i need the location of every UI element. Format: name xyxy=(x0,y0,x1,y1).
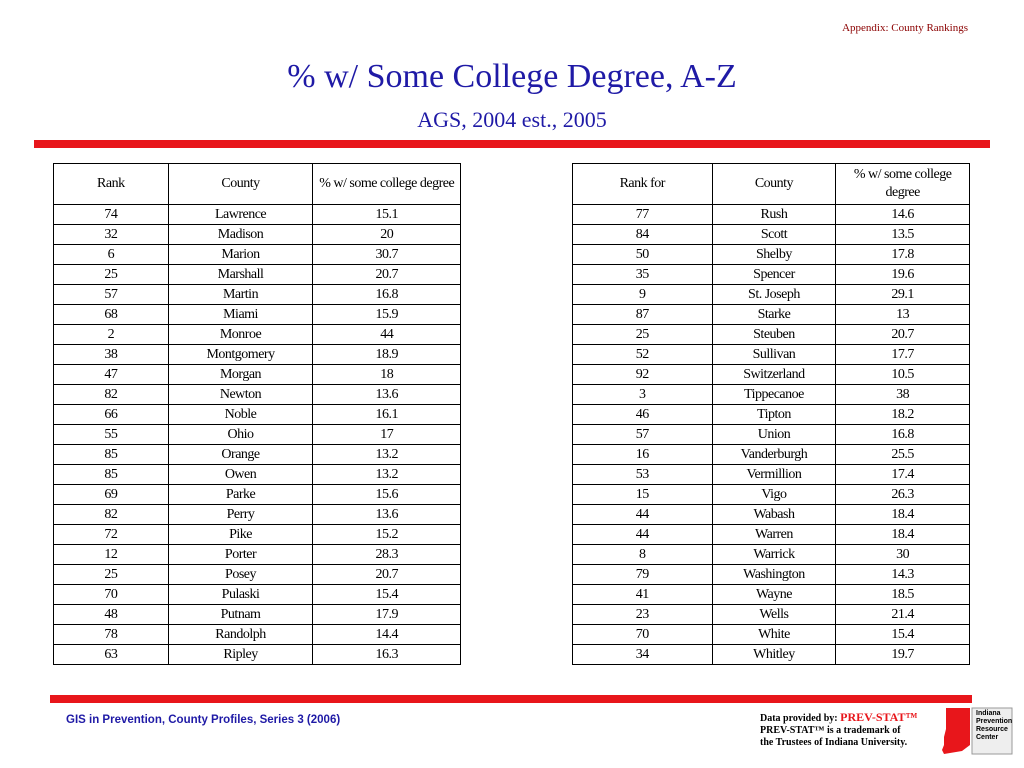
percent-cell: 18.5 xyxy=(836,585,970,605)
footer-citation: GIS in Prevention, County Profiles, Series 3 (2006) xyxy=(66,714,341,726)
percent-cell: 17.7 xyxy=(836,345,970,365)
table-row xyxy=(54,445,461,465)
rank-cell: 70 xyxy=(573,625,713,645)
logo-text: Indiana Prevention Resource Center xyxy=(976,710,1013,741)
percent-cell: 18.2 xyxy=(836,405,970,425)
percent-cell: 30.7 xyxy=(313,245,461,265)
county-cell: Scott xyxy=(712,225,836,245)
rank-cell: 3 xyxy=(573,385,713,405)
table-row xyxy=(54,485,461,505)
county-cell: Marshall xyxy=(168,265,313,285)
table-row xyxy=(573,385,970,405)
county-cell: Lawrence xyxy=(168,205,313,225)
table-row xyxy=(54,465,461,485)
rank-cell: 52 xyxy=(573,345,713,365)
percent-cell: 15.1 xyxy=(313,205,461,225)
table-row xyxy=(573,365,970,385)
table-row xyxy=(573,425,970,445)
data-credit xyxy=(760,711,917,749)
percent-cell: 13 xyxy=(836,305,970,325)
county-cell: Wabash xyxy=(712,505,836,525)
county-cell: Montgomery xyxy=(168,345,313,365)
table-row xyxy=(573,465,970,485)
table-row xyxy=(573,305,970,325)
percent-cell: 10.5 xyxy=(836,365,970,385)
percent-cell: 18 xyxy=(313,365,461,385)
column-header: Rank xyxy=(54,164,169,205)
percent-cell: 25.5 xyxy=(836,445,970,465)
county-cell: Porter xyxy=(168,545,313,565)
rank-cell: 41 xyxy=(573,585,713,605)
rank-cell: 25 xyxy=(54,565,169,585)
trademark-line-2: the Trustees of Indiana University. xyxy=(760,737,908,748)
percent-cell: 15.4 xyxy=(313,585,461,605)
table-row xyxy=(54,365,461,385)
table-row xyxy=(54,545,461,565)
county-cell: Randolph xyxy=(168,625,313,645)
table-row xyxy=(54,305,461,325)
county-cell: Tipton xyxy=(712,405,836,425)
percent-cell: 16.1 xyxy=(313,405,461,425)
rank-cell: 77 xyxy=(573,205,713,225)
rank-cell: 79 xyxy=(573,565,713,585)
percent-cell: 20.7 xyxy=(836,325,970,345)
percent-cell: 18.9 xyxy=(313,345,461,365)
percent-cell: 14.6 xyxy=(836,205,970,225)
rank-cell: 69 xyxy=(54,485,169,505)
county-cell: Union xyxy=(712,425,836,445)
percent-cell: 16.8 xyxy=(836,425,970,445)
rank-cell: 44 xyxy=(573,525,713,545)
table-row xyxy=(54,205,461,225)
table-row xyxy=(573,545,970,565)
table-row xyxy=(54,245,461,265)
rank-cell: 25 xyxy=(54,265,169,285)
county-cell: Ripley xyxy=(168,645,313,665)
trademark-line-1: PREV-STAT™ is a trademark of xyxy=(760,725,901,736)
percent-cell: 20.7 xyxy=(313,265,461,285)
percent-cell: 18.4 xyxy=(836,525,970,545)
column-header: Rank for xyxy=(573,164,713,205)
table-row xyxy=(573,325,970,345)
rank-cell: 2 xyxy=(54,325,169,345)
county-cell: Orange xyxy=(168,445,313,465)
column-header: County xyxy=(168,164,313,205)
rank-cell: 63 xyxy=(54,645,169,665)
rank-cell: 16 xyxy=(573,445,713,465)
rank-cell: 44 xyxy=(573,505,713,525)
table-row xyxy=(573,405,970,425)
rank-cell: 9 xyxy=(573,285,713,305)
rank-cell: 38 xyxy=(54,345,169,365)
bottom-divider xyxy=(50,695,972,703)
rank-cell: 85 xyxy=(54,445,169,465)
rank-cell: 25 xyxy=(573,325,713,345)
county-cell: Marion xyxy=(168,245,313,265)
percent-cell: 44 xyxy=(313,325,461,345)
county-cell: Miami xyxy=(168,305,313,325)
table-row xyxy=(54,385,461,405)
percent-cell: 15.4 xyxy=(836,625,970,645)
table-row xyxy=(54,645,461,665)
county-cell: Posey xyxy=(168,565,313,585)
top-divider xyxy=(34,140,990,148)
rank-cell: 35 xyxy=(573,265,713,285)
percent-cell: 21.4 xyxy=(836,605,970,625)
percent-cell: 30 xyxy=(836,545,970,565)
county-cell: Putnam xyxy=(168,605,313,625)
table-row xyxy=(573,605,970,625)
rank-cell: 57 xyxy=(54,285,169,305)
percent-cell: 15.9 xyxy=(313,305,461,325)
percent-cell: 15.2 xyxy=(313,525,461,545)
rank-cell: 82 xyxy=(54,505,169,525)
rank-cell: 47 xyxy=(54,365,169,385)
county-cell: Spencer xyxy=(712,265,836,285)
column-header: % w/ some college degree xyxy=(836,164,970,205)
rank-cell: 85 xyxy=(54,465,169,485)
section-label: Appendix: County Rankings xyxy=(842,22,968,34)
table-row xyxy=(54,405,461,425)
table-row xyxy=(573,645,970,665)
rank-cell: 12 xyxy=(54,545,169,565)
county-cell: Newton xyxy=(168,385,313,405)
table-row xyxy=(573,225,970,245)
table-row xyxy=(573,285,970,305)
rank-cell: 48 xyxy=(54,605,169,625)
county-cell: Noble xyxy=(168,405,313,425)
rank-cell: 68 xyxy=(54,305,169,325)
table-row xyxy=(573,265,970,285)
percent-cell: 20 xyxy=(313,225,461,245)
county-cell: Martin xyxy=(168,285,313,305)
county-cell: Rush xyxy=(712,205,836,225)
data-provided-label: Data provided by: xyxy=(760,713,838,724)
county-cell: White xyxy=(712,625,836,645)
county-cell: Vigo xyxy=(712,485,836,505)
percent-cell: 13.5 xyxy=(836,225,970,245)
table-row xyxy=(573,445,970,465)
rank-cell: 66 xyxy=(54,405,169,425)
percent-cell: 17.9 xyxy=(313,605,461,625)
page-subtitle: AGS, 2004 est., 2005 xyxy=(417,107,607,132)
rank-cell: 32 xyxy=(54,225,169,245)
percent-cell: 16.3 xyxy=(313,645,461,665)
table-row xyxy=(54,345,461,365)
county-cell: Vermillion xyxy=(712,465,836,485)
rank-cell: 50 xyxy=(573,245,713,265)
table-header-row xyxy=(573,164,970,205)
county-cell: Owen xyxy=(168,465,313,485)
county-cell: Warrick xyxy=(712,545,836,565)
county-cell: Monroe xyxy=(168,325,313,345)
county-cell: Warren xyxy=(712,525,836,545)
prev-stat-brand: PREV-STAT™ xyxy=(840,710,918,724)
county-cell: Ohio xyxy=(168,425,313,445)
percent-cell: 17 xyxy=(313,425,461,445)
rank-cell: 78 xyxy=(54,625,169,645)
rank-cell: 8 xyxy=(573,545,713,565)
table-row xyxy=(54,505,461,525)
county-cell: Wayne xyxy=(712,585,836,605)
county-cell: St. Joseph xyxy=(712,285,836,305)
county-cell: Switzerland xyxy=(712,365,836,385)
county-cell: Sullivan xyxy=(712,345,836,365)
table-row xyxy=(54,605,461,625)
percent-cell: 13.2 xyxy=(313,465,461,485)
table-row xyxy=(54,565,461,585)
county-cell: Starke xyxy=(712,305,836,325)
percent-cell: 14.3 xyxy=(836,565,970,585)
rank-cell: 15 xyxy=(573,485,713,505)
county-cell: Steuben xyxy=(712,325,836,345)
rank-cell: 92 xyxy=(573,365,713,385)
table-row xyxy=(573,585,970,605)
table-row xyxy=(573,485,970,505)
rank-cell: 55 xyxy=(54,425,169,445)
rank-cell: 53 xyxy=(573,465,713,485)
county-cell: Shelby xyxy=(712,245,836,265)
percent-cell: 13.2 xyxy=(313,445,461,465)
percent-cell: 13.6 xyxy=(313,505,461,525)
percent-cell: 15.6 xyxy=(313,485,461,505)
rank-cell: 72 xyxy=(54,525,169,545)
table-row xyxy=(573,525,970,545)
county-cell: Vanderburgh xyxy=(712,445,836,465)
percent-cell: 20.7 xyxy=(313,565,461,585)
percent-cell: 17.8 xyxy=(836,245,970,265)
county-cell: Pike xyxy=(168,525,313,545)
table-header-row xyxy=(54,164,461,205)
county-cell: Morgan xyxy=(168,365,313,385)
table-row xyxy=(54,525,461,545)
rank-cell: 46 xyxy=(573,405,713,425)
table-row xyxy=(573,205,970,225)
table-row xyxy=(54,585,461,605)
percent-cell: 29.1 xyxy=(836,285,970,305)
table-row xyxy=(54,425,461,445)
rank-cell: 87 xyxy=(573,305,713,325)
table-row xyxy=(573,345,970,365)
column-header: County xyxy=(712,164,836,205)
rank-cell: 74 xyxy=(54,205,169,225)
county-cell: Whitley xyxy=(712,645,836,665)
page-title: % w/ Some College Degree, A-Z xyxy=(287,58,737,95)
column-header: % w/ some college degree xyxy=(313,164,461,205)
rank-cell: 6 xyxy=(54,245,169,265)
rank-cell: 70 xyxy=(54,585,169,605)
rank-cell: 23 xyxy=(573,605,713,625)
table-row xyxy=(54,285,461,305)
percent-cell: 18.4 xyxy=(836,505,970,525)
table-row xyxy=(573,245,970,265)
percent-cell: 26.3 xyxy=(836,485,970,505)
table-row xyxy=(54,225,461,245)
rank-cell: 84 xyxy=(573,225,713,245)
percent-cell: 38 xyxy=(836,385,970,405)
rank-cell: 82 xyxy=(54,385,169,405)
county-cell: Tippecanoe xyxy=(712,385,836,405)
rank-cell: 57 xyxy=(573,425,713,445)
table-row xyxy=(54,625,461,645)
county-cell: Perry xyxy=(168,505,313,525)
rank-cell: 34 xyxy=(573,645,713,665)
county-cell: Pulaski xyxy=(168,585,313,605)
rankings-table-right xyxy=(572,163,970,665)
county-cell: Parke xyxy=(168,485,313,505)
table-row xyxy=(573,565,970,585)
county-cell: Madison xyxy=(168,225,313,245)
percent-cell: 16.8 xyxy=(313,285,461,305)
percent-cell: 19.6 xyxy=(836,265,970,285)
percent-cell: 17.4 xyxy=(836,465,970,485)
percent-cell: 28.3 xyxy=(313,545,461,565)
table-row xyxy=(573,505,970,525)
percent-cell: 13.6 xyxy=(313,385,461,405)
table-row xyxy=(54,325,461,345)
table-row xyxy=(573,625,970,645)
rankings-table-left xyxy=(53,163,461,665)
county-cell: Washington xyxy=(712,565,836,585)
percent-cell: 19.7 xyxy=(836,645,970,665)
county-cell: Wells xyxy=(712,605,836,625)
table-row xyxy=(54,265,461,285)
percent-cell: 14.4 xyxy=(313,625,461,645)
